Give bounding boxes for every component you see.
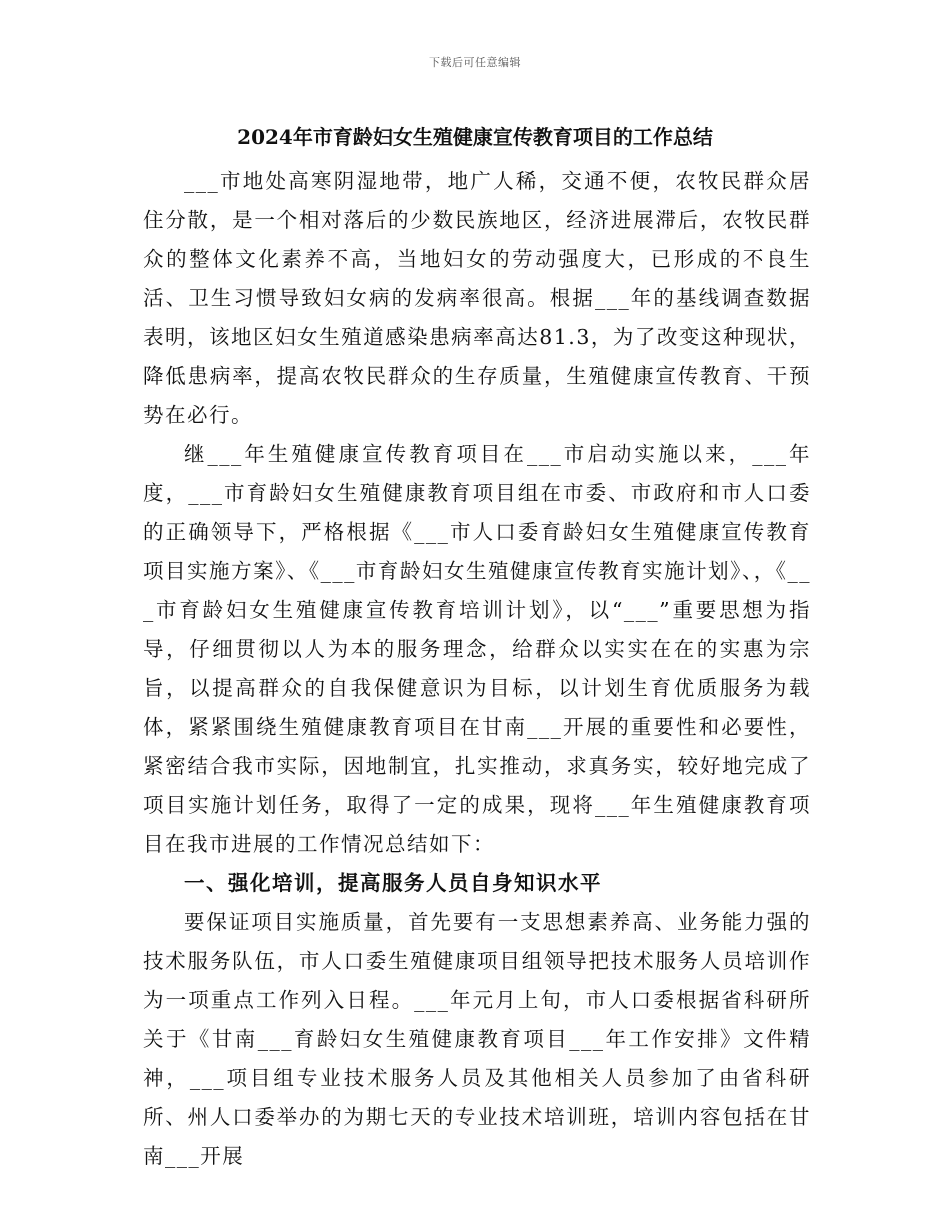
- paragraph-project-overview: 继___年生殖健康宣传教育项目在___市启动实施以来，___年度，___市育龄妇女生殖健康教育项目组在市委、市政府和市人口委的正确领导下，严格根据《___市人口委育龄妇女生殖健康宣传教育项目实施方案》、《___市育龄妇女生殖健康宣传教育实施计划》、，《___市育龄妇女生殖健康宣传教育培训计划》，以“___”重要思想为指导，仔细贯彻以人为本的服务理念，给群众以实实在在的实惠为宗旨，以提高群众的自我保健意识为目标，以计划生育优质服务为载体，紧紧围绕生殖健康教育项目在甘南___开展的重要性和必要性，紧密结合我市实际，因地制宜，扎实推动，求真务实，较好地完成了项目实施计划任务，取得了一定的成果，现将___年生殖健康教育项目在我市进展的工作情况总结如下：: [143, 442, 811, 856]
- page-header-note: 下载后可任意编辑: [429, 56, 521, 69]
- document-title: 2024年市育龄妇女生殖健康宣传教育项目的工作总结: [237, 125, 713, 149]
- section-heading-training: 一、强化培训，提高服务人员自身知识水平: [184, 871, 602, 895]
- paragraph-training: 要保证项目实施质量，首先要有一支思想素养高、业务能力强的技术服务队伍，市人口委生殖健康项目组领导把技术服务人员培训作为一项重点工作列入日程。___年元月上旬，市人口委根据省科研所关于《甘南___育龄妇女生殖健康教育项目___年工作安排》文件精神，___项目组专业技术服务人员及其他相关人员参加了由省科研所、州人口委举办的为期七天的专业技术培训班，培训内容包括在甘南___开展: [143, 910, 811, 1168]
- document-body: [143, 162, 811, 1176]
- paragraph-intro: ___市地处高寒阴湿地带，地广人稀，交通不便，农牧民群众居住分散，是一个相对落后的少数民族地区，经济进展滞后，农牧民群众的整体文化素养不高，当地妇女的劳动强度大，已形成的不良生活、卫生习惯导致妇女病的发病率很高。根据___年的基线调查数据表明，该地区妇女生殖道感染患病率高达81.3，为了改变这种现状，降低患病率，提高农牧民群众的生存质量，生殖健康宣传教育、干预势在必行。: [143, 169, 811, 427]
